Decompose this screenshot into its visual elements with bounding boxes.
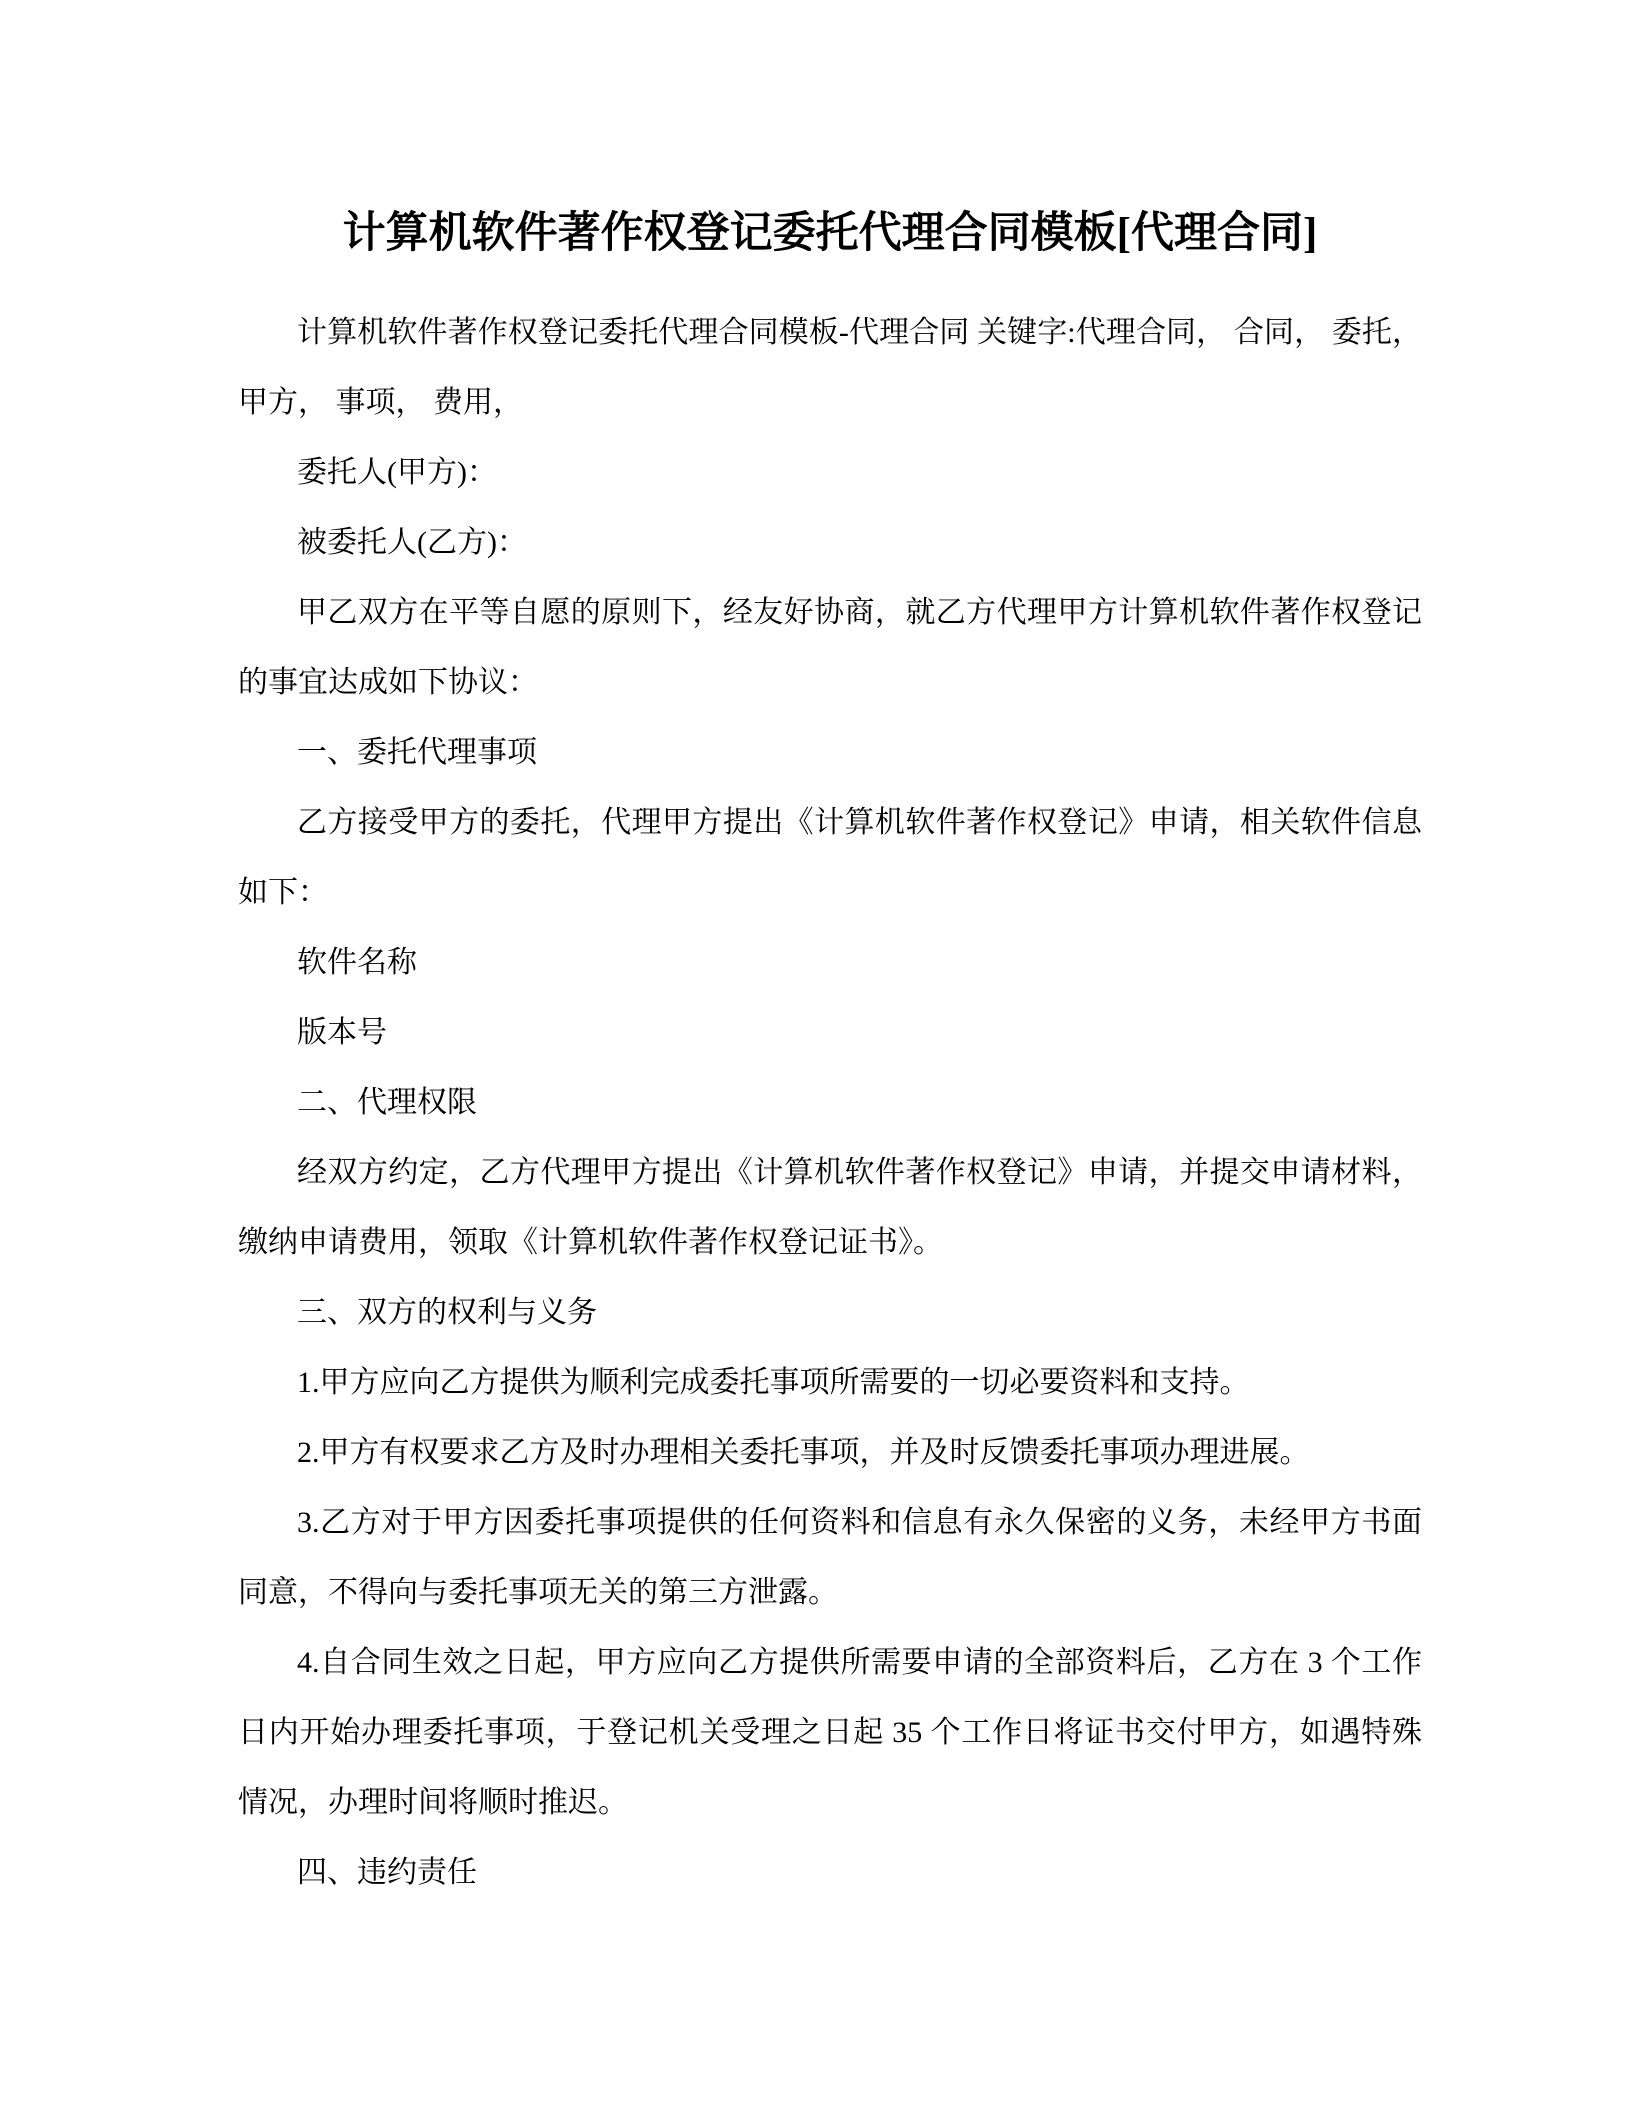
paragraph-principal: 委托人(甲方)： xyxy=(297,456,497,489)
paragraph-section-2-body: 经双方约定，乙方代理甲方提出《计算机软件著作权登记》申请，并提交申请材料，缴纳申请费用，领取《计算机软件著作权登记证书》。 xyxy=(238,1156,1422,1259)
paragraph-agent: 被委托人(乙方)： xyxy=(297,526,527,559)
paragraph-clause-1: 1.甲方应向乙方提供为顺利完成委托事项所需要的一切必要资料和支持。 xyxy=(297,1366,1250,1399)
heading-section-4: 四、违约责任 xyxy=(297,1856,477,1889)
heading-section-1: 一、委托代理事项 xyxy=(297,736,537,769)
paragraph-software-name: 软件名称 xyxy=(297,946,417,979)
heading-section-2: 二、代理权限 xyxy=(297,1086,477,1119)
paragraph-version-number: 版本号 xyxy=(297,1016,387,1049)
paragraph-preamble: 甲乙双方在平等自愿的原则下，经友好协商，就乙方代理甲方计算机软件著作权登记的事宜达成如下协议： xyxy=(238,596,1422,699)
paragraph-clause-2: 2.甲方有权要求乙方及时办理相关委托事项，并及时反馈委托事项办理进展。 xyxy=(297,1436,1310,1469)
paragraph-clause-3: 3.乙方对于甲方因委托事项提供的任何资料和信息有永久保密的义务，未经甲方书面同意，不得向与委托事项无关的第三方泄露。 xyxy=(238,1506,1422,1609)
document-title: 计算机软件著作权登记委托代理合同模板[代理合同] xyxy=(342,210,1318,257)
paragraph-keywords: 计算机软件著作权登记委托代理合同模板-代理合同 关键字:代理合同， 合同， 委托， 甲方， 事项， 费用， xyxy=(238,316,1422,419)
paragraph-section-1-body: 乙方接受甲方的委托，代理甲方提出《计算机软件著作权登记》申请，相关软件信息如下： xyxy=(238,806,1422,909)
heading-section-3: 三、双方的权利与义务 xyxy=(297,1296,597,1329)
paragraph-clause-4: 4.自合同生效之日起，甲方应向乙方提供所需要申请的全部资料后，乙方在 3 个工作日内开始办理委托事项，于登记机关受理之日起 35 个工作日将证书交付甲方，如遇特殊情况，办理时间将顺时推迟。 xyxy=(238,1646,1422,1819)
